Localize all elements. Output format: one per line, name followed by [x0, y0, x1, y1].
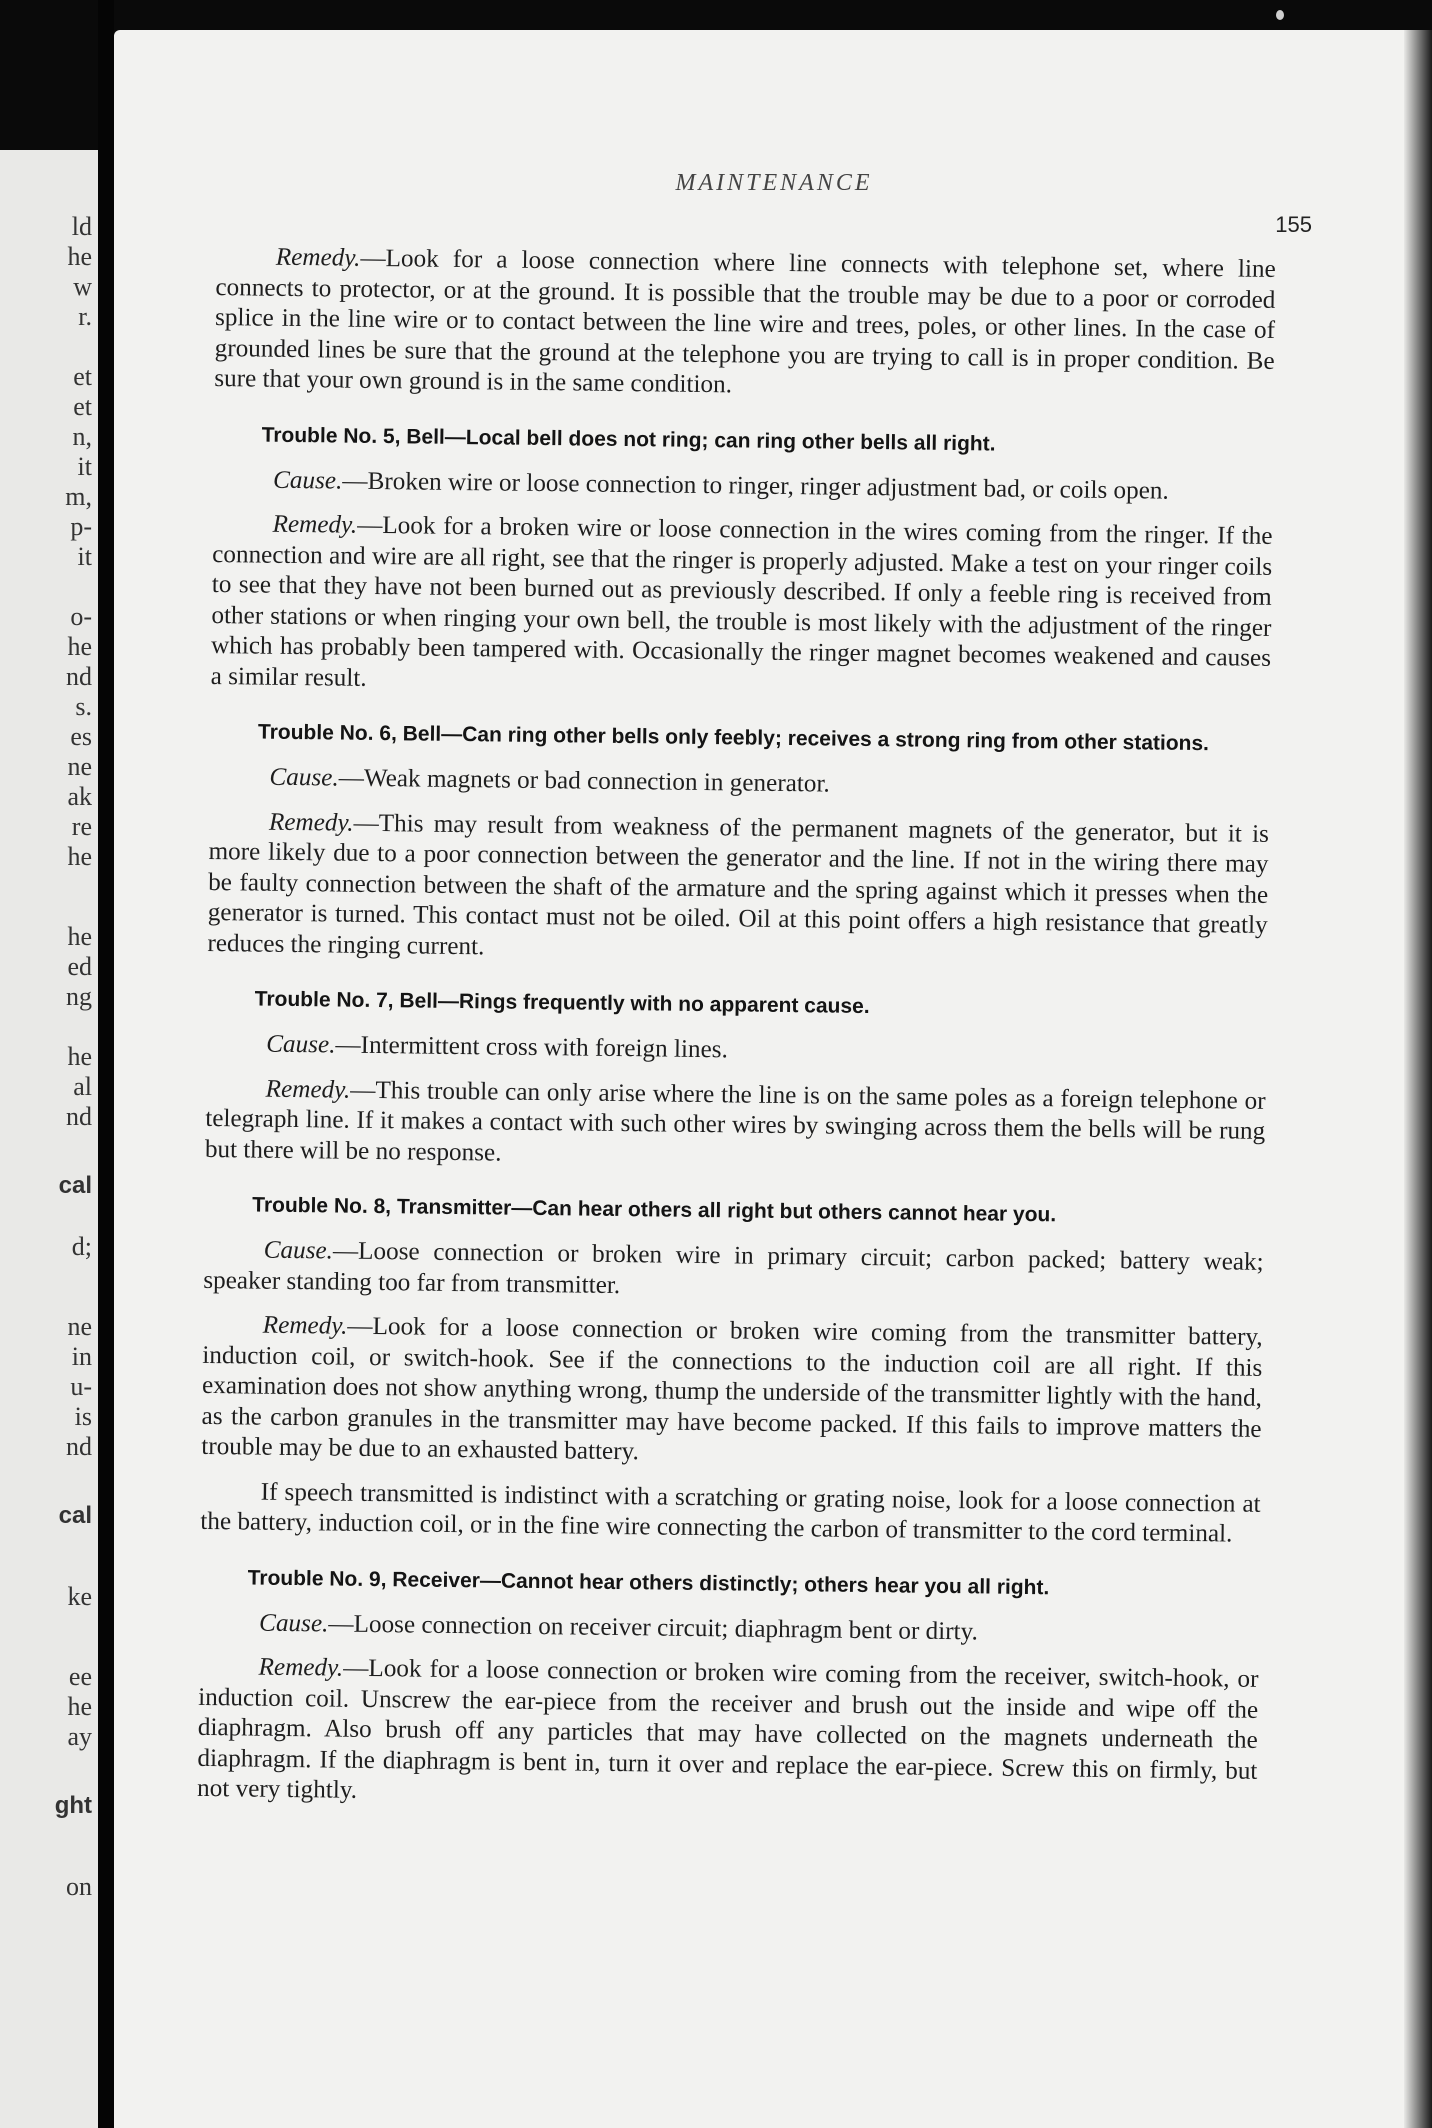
- prev-fragment: ne: [67, 752, 92, 781]
- running-head: MAINTENANCE: [675, 170, 873, 196]
- intro-remedy-paragraph: [214, 242, 1276, 407]
- remedy-text: —Look for a loose connection or broken wire coming from the transmitter battery, induction coil, or switch-hook. See if the connections to the induction coil are all right. If this examination does not show anything wrong, thump the underside of the transmitter lightly with the hand, as the carbon granules in the transmitter may have become packed. If this fails to improve matters the trouble may be due to an exhausted battery.: [201, 1312, 1263, 1466]
- page-number: 155: [1275, 212, 1312, 237]
- scan-speck: [1276, 10, 1284, 20]
- book-page: [114, 30, 1404, 2128]
- prev-fragment: ee: [68, 1662, 92, 1691]
- prev-fragment: m,: [65, 482, 92, 511]
- prev-fragment: r.: [78, 302, 92, 331]
- remedy-lead: Remedy.: [275, 243, 361, 272]
- trouble-9-heading: Trouble No. 9, Receiver—Cannot hear others distinctly; others hear you all right.: [247, 1565, 1050, 1599]
- cause-lead: Cause.: [272, 466, 343, 495]
- cause-lead: Cause.: [263, 1236, 334, 1265]
- prev-fragment: is: [74, 1402, 92, 1431]
- prev-fragment: cal: [58, 1502, 92, 1529]
- page-body: [197, 242, 1276, 1831]
- prev-fragment: nd: [66, 1102, 92, 1131]
- trouble-9-cause: [199, 1607, 1259, 1650]
- trouble-7-heading: Trouble No. 7, Bell—Rings frequently with no apparent cause.: [254, 987, 870, 1019]
- prev-fragment: d;: [71, 1232, 92, 1261]
- prev-fragment: ng: [66, 982, 92, 1011]
- remedy-lead: Remedy.: [268, 808, 354, 837]
- prev-fragment: re: [71, 812, 92, 841]
- prev-fragment: it: [77, 452, 92, 481]
- prev-fragment: et: [73, 392, 92, 421]
- prev-fragment: ed: [67, 952, 92, 981]
- cause-text: —Intermittent cross with foreign lines.: [335, 1031, 729, 1064]
- trouble-5-heading: Trouble No. 5, Bell—Local bell does not ring; can ring other bells all right.: [261, 423, 996, 456]
- cause-text: —Broken wire or loose connection to ringer, ringer adjustment bad, or coils open.: [342, 467, 1169, 505]
- cause-lead: Cause.: [269, 763, 339, 792]
- prev-fragment: nd: [66, 1432, 92, 1461]
- prev-fragment: o-: [70, 602, 92, 631]
- prev-fragment: u-: [70, 1372, 92, 1401]
- prev-fragment: it: [77, 542, 92, 571]
- prev-fragment: ke: [67, 1582, 92, 1611]
- prev-fragment: n,: [72, 422, 92, 451]
- trouble-6-heading: Trouble No. 6, Bell—Can ring other bells only feebly; receives a strong ring from other stations.: [257, 720, 1210, 756]
- prev-fragment: ld: [71, 212, 92, 241]
- prev-fragment: es: [70, 722, 92, 751]
- cause-lead: Cause.: [266, 1030, 336, 1059]
- prev-fragment: he: [67, 1692, 92, 1721]
- trouble-7-cause: [206, 1029, 1266, 1072]
- prev-fragment: al: [73, 1072, 92, 1101]
- prev-fragment: he: [67, 1042, 92, 1071]
- remedy-lead: Remedy.: [262, 1311, 348, 1340]
- remedy-lead: Remedy.: [265, 1075, 351, 1104]
- trouble-8-extra-paragraph: If speech transmitted is indistinct with a scratching or grating noise, look for a loose connection at the battery, induction coil, or in the fine wire connecting the carbon of transmitter to the cord terminal.: [200, 1478, 1261, 1548]
- trouble-5-cause: [213, 464, 1273, 507]
- page-right-edge-shadow: [1404, 30, 1432, 2128]
- prev-fragment: he: [67, 632, 92, 661]
- prev-fragment: he: [67, 242, 92, 271]
- prev-fragment: s.: [75, 692, 92, 721]
- remedy-text: —Look for a broken wire or loose connection in the wires coming from the ringer. If the connection and wire are all right, see that the ringer is properly adjusted. Make a test on your ringer coils to see that they have not been burned out as previously described. If only a feeble ring is received from other stations or when ringing your own bell, the trouble is most likely with the adjustment of the ringer which has probably been tampered with. Occasionally the ringer magnet becomes weakened and causes a similar result.: [210, 511, 1273, 692]
- remedy-lead: Remedy.: [272, 510, 358, 539]
- trouble-8-heading: Trouble No. 8, Transmitter—Can hear others all right but others cannot hear you.: [252, 1193, 1057, 1227]
- prev-fragment: nd: [66, 662, 92, 691]
- prev-fragment: ay: [67, 1722, 92, 1751]
- cause-lead: Cause.: [258, 1609, 329, 1637]
- prev-fragment: ak: [67, 782, 92, 811]
- trouble-7-remedy: [205, 1073, 1266, 1177]
- remedy-text: —Look for a loose connection or broken wire coming from the receiver, switch-hook, or induction coil. Unscrew the ear-piece from the receiver and brush out the inside and wipe off the diaphragm. Also brush off any particles that may have collected on the magnets underneath the diaphragm. If the diaphragm is bent in, turn it over and replace the ear-piece. Screw this on firmly, but not very tightly.: [196, 1654, 1259, 1804]
- trouble-8-cause: [203, 1235, 1264, 1309]
- remedy-text: —This may result from weakness of the permanent magnets of the generator, but it is more likely due to a poor connection between the generator and the line. If not in the wiring there may be faulty connection between the shaft of the armature and the spring against which it presses when the generator is turned. This contact must not be oiled. Oil at this point offers a high resistance that greatly reduces the ringing current.: [207, 809, 1270, 960]
- prev-fragment: w: [73, 272, 92, 301]
- trouble-5-remedy: [211, 509, 1273, 705]
- prev-fragment: on: [66, 1872, 92, 1901]
- trouble-8-remedy: [201, 1310, 1263, 1475]
- cause-text: —Loose connection or broken wire in primary circuit; carbon packed; battery weak; speaker standing too far from transmitter.: [203, 1237, 1264, 1299]
- trouble-6-remedy: [207, 806, 1269, 971]
- remedy-text: —This trouble can only arise where the line is on the same poles as a foreign telephone or telegraph line. If it makes a contact with such other wires by swinging across them the bells will be rung but there will be no response.: [204, 1076, 1266, 1167]
- prev-fragment: et: [73, 362, 92, 391]
- cause-text: —Loose connection on receiver circuit; diaphragm bent or dirty.: [328, 1609, 979, 1645]
- prev-fragment: cal: [58, 1172, 92, 1199]
- prev-fragment: he: [67, 922, 92, 951]
- remedy-lead: Remedy.: [258, 1653, 344, 1682]
- prev-fragment: ne: [67, 1312, 92, 1341]
- trouble-9-remedy: [197, 1652, 1259, 1817]
- trouble-6-cause: [209, 762, 1269, 805]
- prev-fragment: in: [71, 1342, 92, 1371]
- prev-fragment: he: [67, 842, 92, 871]
- prev-fragment: ght: [54, 1792, 92, 1819]
- book-gutter: [98, 0, 114, 2128]
- previous-page-edge: [0, 150, 98, 2128]
- remedy-text: —Look for a loose connection where line connects with telephone set, where line connects to protector, or at the ground. It is possible that the trouble may be due to a poor or corroded splice in the line wire or to contact between the line wire and trees, poles, or other lines. In the case of grounded lines be sure that the ground at the telephone you are trying to call is in proper condition. Be sure that your own ground is in the same condition.: [214, 244, 1276, 399]
- prev-fragment: p-: [70, 512, 92, 541]
- cause-text: —Weak magnets or bad connection in generator.: [338, 764, 830, 798]
